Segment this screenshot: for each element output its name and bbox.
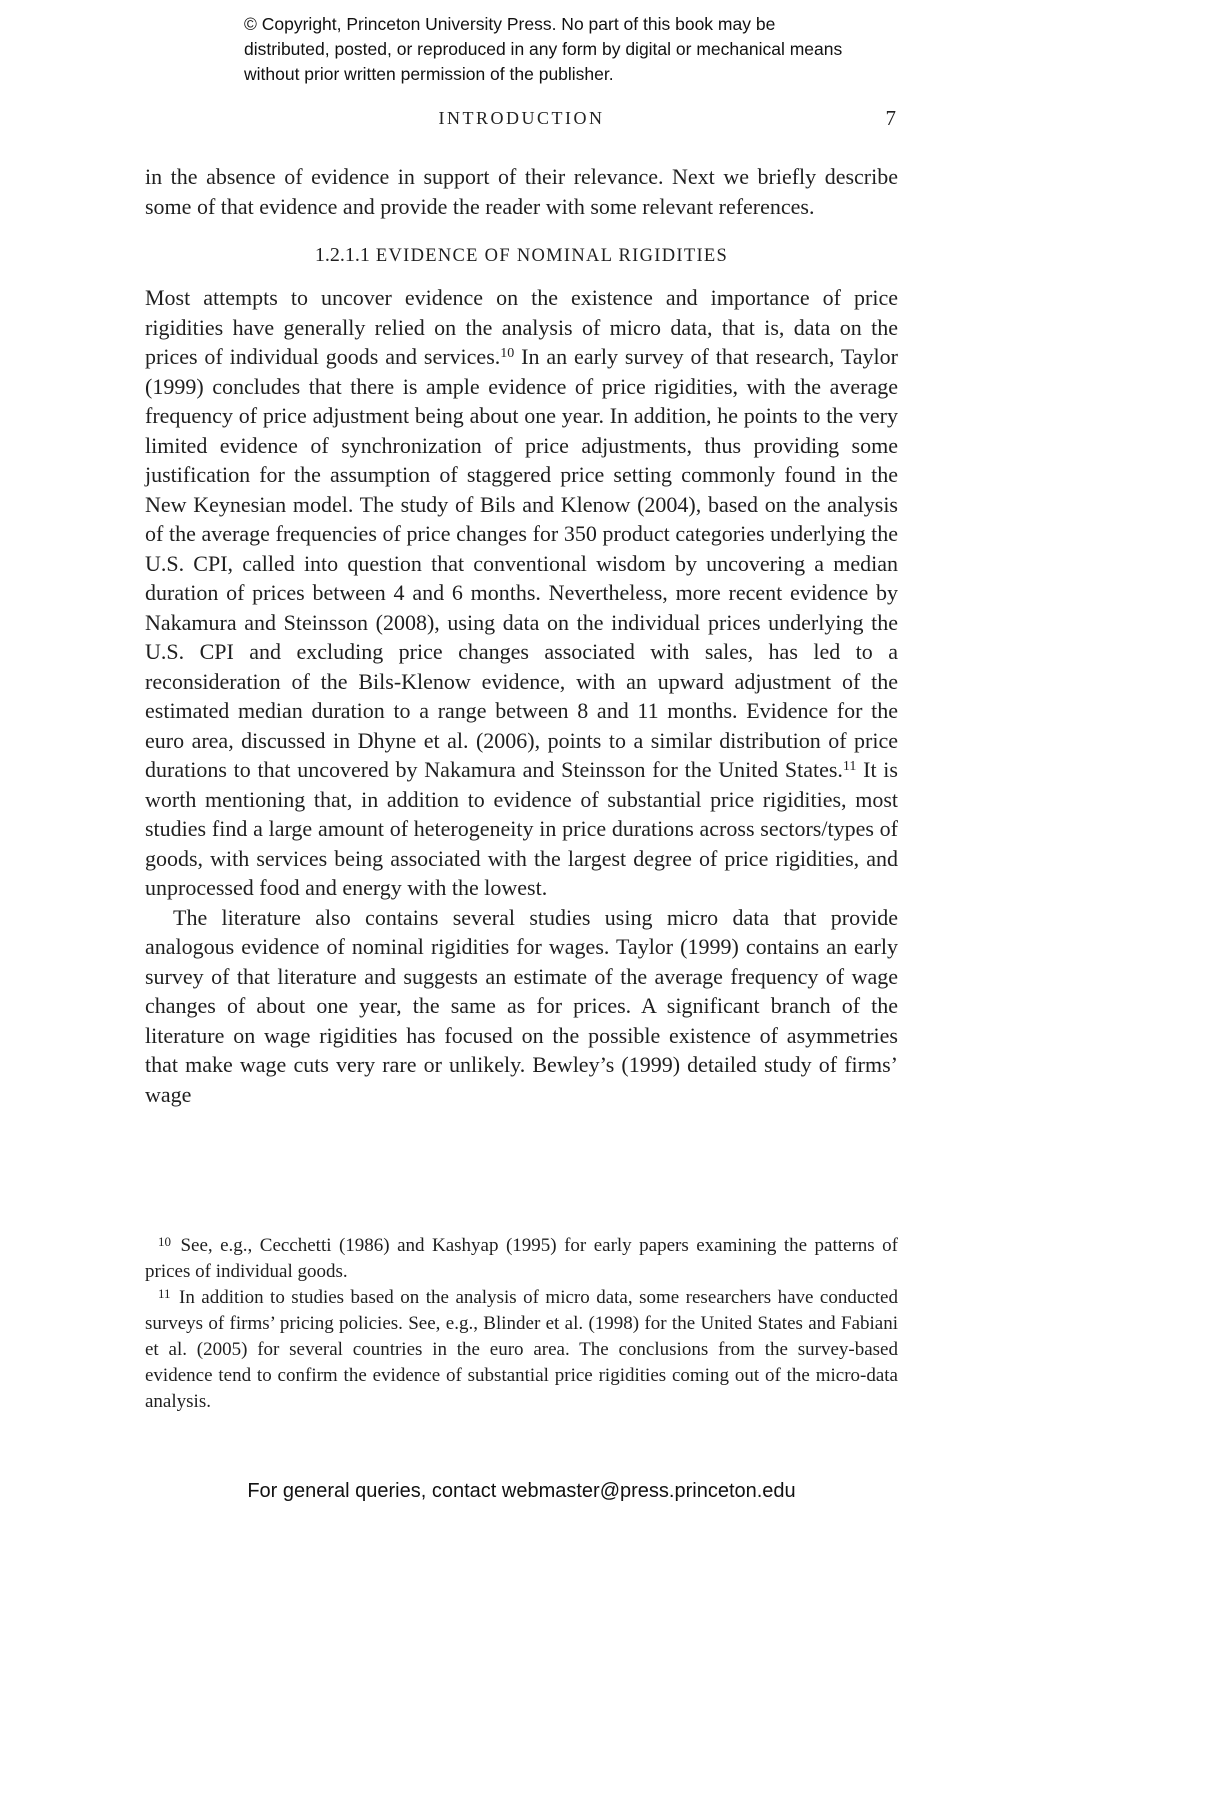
paragraph-continuation: in the absence of evidence in support of their relevance. Next we briefly describe some of that evidence and provide the reader with some relevant references.	[145, 164, 898, 219]
section-number: 1.2.1.1	[314, 244, 370, 266]
footnote-marker-10: 10	[158, 1234, 171, 1249]
footnote-ref-11: 11	[842, 759, 857, 774]
section-title: EVIDENCE OF NOMINAL RIGIDITIES	[375, 246, 729, 266]
running-head: INTRODUCTION	[438, 108, 605, 128]
footnote-11	[145, 1285, 898, 1415]
footnote-marker-11: 11	[158, 1286, 171, 1301]
footnote-10	[145, 1233, 898, 1285]
paragraph-price-rigidities	[145, 283, 898, 903]
section-heading	[145, 241, 898, 269]
footnote-text: In addition to studies based on the analysis of micro data, some researchers have conducted surveys of firms’ pricing policies. See, e.g., Blinder et al. (1998) for the United States and Fabiani et al. (2005) for several countries in the euro area. The conclusions from the survey-based evidence tend to confirm the evidence of substantial price rigidities coming out of the micro-data analysis.	[145, 1287, 898, 1412]
running-head-row	[145, 108, 898, 129]
paragraph-segment: It is worth mentioning that, in addition to evidence of substantial price rigidities, most studies find a large amount of heterogeneity in price durations across sectors/types of goods, with services being associated with the largest degree of price rigidities, and unprocessed food and energy with the lowest.	[145, 757, 898, 900]
page-footer: For general queries, contact webmaster@press.princeton.edu	[247, 1480, 796, 1502]
footnote-ref-10: 10	[500, 346, 515, 361]
copyright-notice: © Copyright, Princeton University Press. No part of this book may be distributed, posted, or reproduced in any form by digital or mechanical means without prior written permission of the publisher.	[244, 14, 843, 84]
paragraph-segment: Most attempts to uncover evidence on the existence and importance of price rigidities have generally relied on the analysis of micro data, that is, data on the prices of individual goods and services.	[145, 285, 898, 369]
footnote-text: See, e.g., Cecchetti (1986) and Kashyap (1995) for early papers examining the patterns of prices of individual goods.	[145, 1235, 898, 1282]
body-text-block	[145, 162, 898, 1109]
page-number: 7	[885, 106, 896, 130]
footnotes-block	[145, 1233, 898, 1415]
paragraph-wage-rigidities: The literature also contains several studies using micro data that provide analogous evidence of nominal rigidities for wages. Taylor (1999) contains an early survey of that literature and suggests an estimate of the average frequency of wage changes of about one year, the same as for prices. A significant branch of the literature on wage rigidities has focused on the possible existence of asymmetries that make wage cuts very rare or unlikely. Bewley’s (1999) detailed study of firms’ wage	[145, 904, 898, 1107]
paragraph-segment: In an early survey of that research, Taylor (1999) concludes that there is ample evidence of price rigidities, with the average frequency of price adjustment being about one year. In addition, he points to the very limited evidence of synchronization of price adjustments, thus providing some justification for the assumption of staggered price setting commonly found in the New Keynesian model. The study of Bils and Klenow (2004), based on the analysis of the average frequencies of price changes for 350 product categories underlying the U.S. CPI, called into question that conventional wisdom by uncovering a median duration of prices between 4 and 6 months. Nevertheless, more recent evidence by Nakamura and Steinsson (2008), using data on the individual prices underlying the U.S. CPI and excluding price changes associated with sales, has led to a reconsideration of the Bils-Klenow evidence, with an upward adjustment of the estimated median duration to a range between 8 and 11 months. Evidence for the euro area, discussed in Dhyne et al. (2006), points to a similar distribution of price durations to that uncovered by Nakamura and Steinsson for the United States.	[145, 344, 898, 782]
